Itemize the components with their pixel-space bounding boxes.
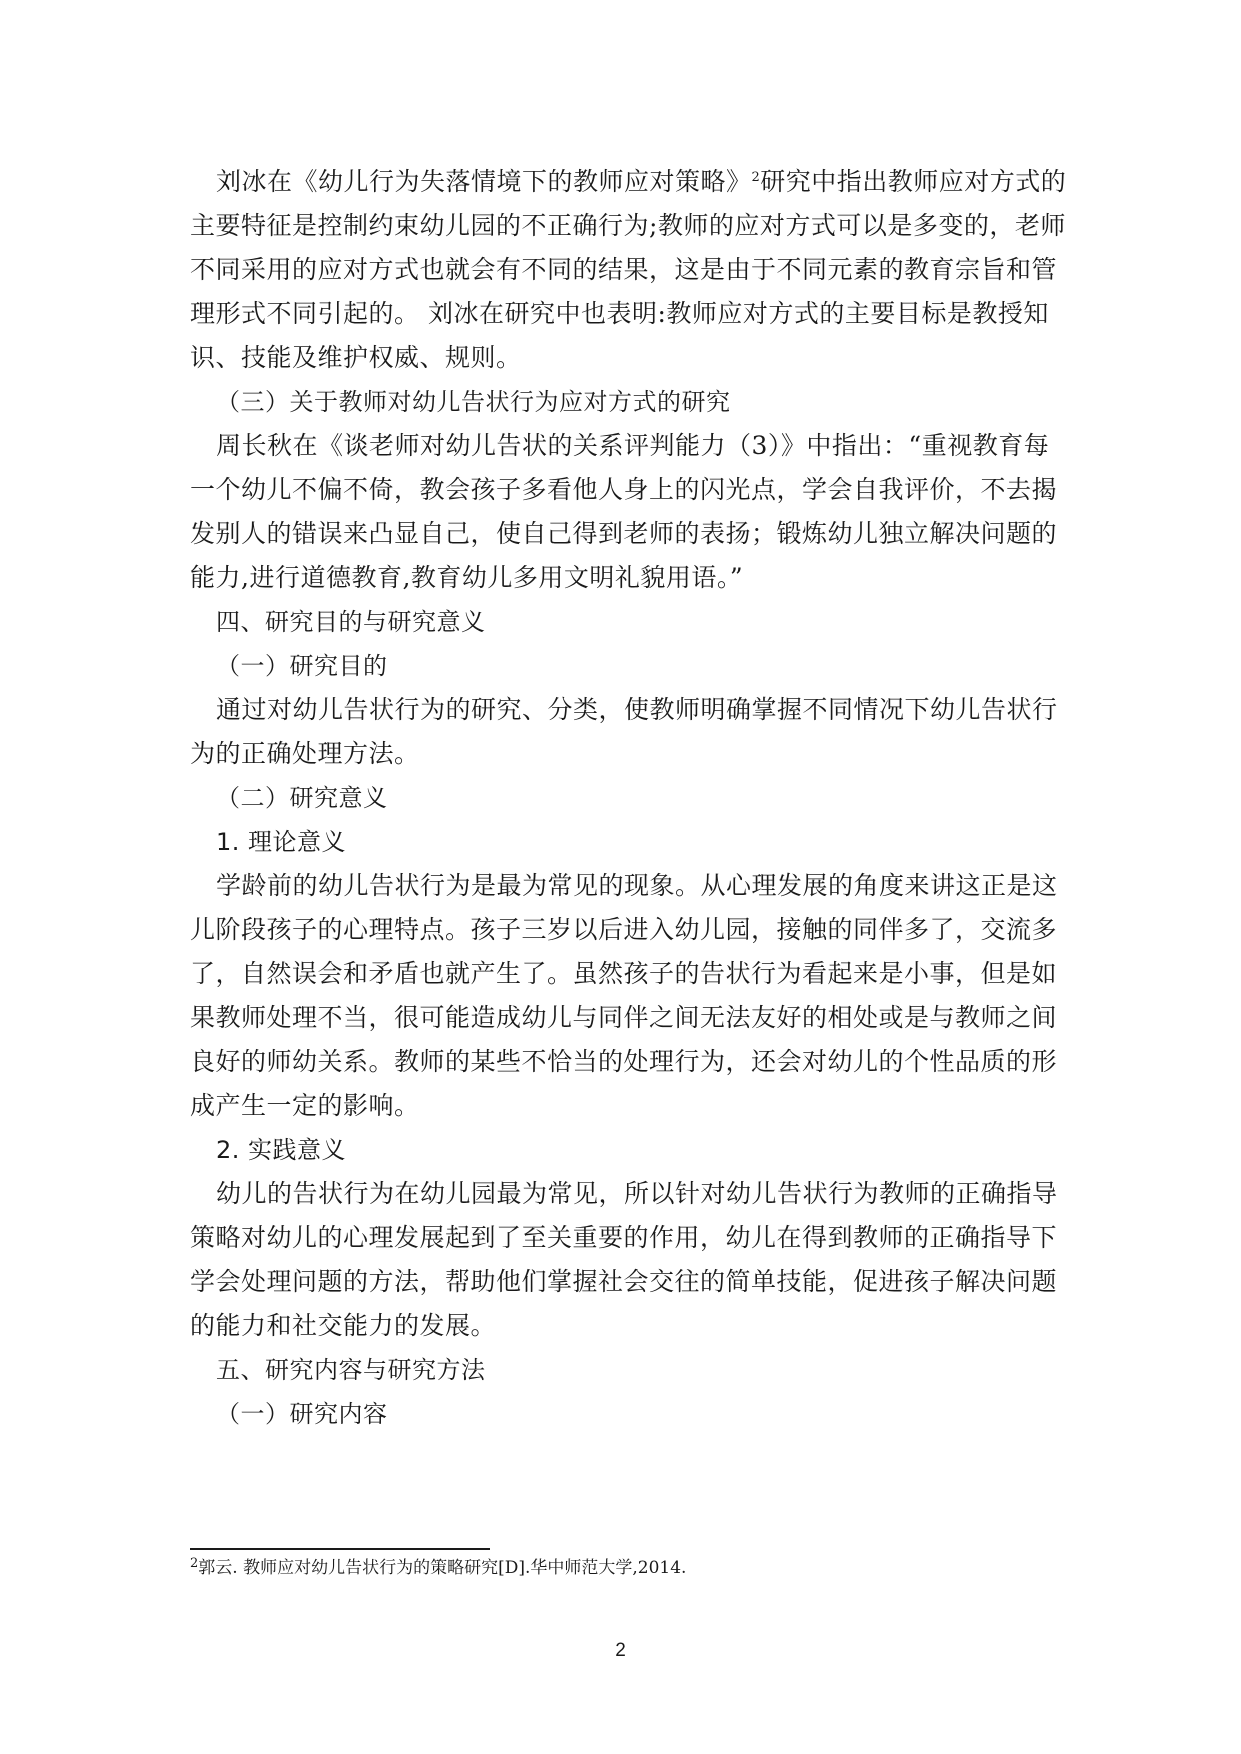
paragraph-line: 一个幼儿不偏不倚，教会孩子多看他人身上的闪光点，学会自我评价，不去揭 xyxy=(190,475,1058,504)
footnote-reference[interactable]: 2 xyxy=(751,170,761,185)
subsection-heading: （二）研究意义 xyxy=(216,784,388,812)
page-number: 2 xyxy=(615,1640,626,1661)
subsection-heading: （一）研究目的 xyxy=(216,652,388,680)
paragraph-line: 通过对幼儿告状行为的研究、分类，使教师明确掌握不同情况下幼儿告状行 xyxy=(216,695,1058,724)
paragraph-line: 理形式不同引起的。 刘冰在研究中也表明:教师应对方式的主要目标是教授知 xyxy=(190,299,1049,328)
paragraph-line xyxy=(190,160,1070,204)
footnote-separator xyxy=(190,1548,490,1550)
body-text xyxy=(190,160,1070,1436)
paragraph-line: 学会处理问题的方法，帮助他们掌握社会交往的简单技能，促进孩子解决问题 xyxy=(190,1267,1058,1296)
paragraph-line: 儿阶段孩子的心理特点。孩子三岁以后进入幼儿园，接触的同伴多了，交流多 xyxy=(190,915,1058,944)
paragraph-line: 识、技能及维护权威、规则。 xyxy=(190,343,522,372)
footnote-marker: 2 xyxy=(190,1556,199,1571)
paragraph-line: 果教师处理不当，很可能造成幼儿与同伴之间无法友好的相处或是与教师之间 xyxy=(190,1003,1058,1032)
section-heading: 四、研究目的与研究意义 xyxy=(216,608,486,636)
paragraph-line: 不同采用的应对方式也就会有不同的结果，这是由于不同元素的教育宗旨和管 xyxy=(190,255,1058,284)
paragraph-line: 为的正确处理方法。 xyxy=(190,739,420,768)
paragraph-line: 策略对幼儿的心理发展起到了至关重要的作用，幼儿在得到教师的正确指导下 xyxy=(190,1223,1058,1252)
numbered-heading: 1. 理论意义 xyxy=(216,828,347,856)
paragraph-line: 主要特征是控制约束幼儿园的不正确行为;教师的应对方式可以是多变的，老师 xyxy=(190,211,1066,240)
section-heading: 五、研究内容与研究方法 xyxy=(216,1356,486,1384)
paragraph-line: 周长秋在《谈老师对幼儿告状的关系评判能力（3）》中指出：“重视教育每 xyxy=(216,431,1050,460)
section-heading: （三）关于教师对幼儿告状行为应对方式的研究 xyxy=(216,388,731,416)
paragraph-line: 学龄前的幼儿告状行为是最为常见的现象。从心理发展的角度来讲这正是这 xyxy=(216,871,1058,900)
text-run: 刘冰在《幼儿行为失落情境下的教师应对策略》 xyxy=(216,167,752,196)
paragraph-line: 发别人的错误来凸显自己，使自己得到老师的表扬；锻炼幼儿独立解决问题的 xyxy=(190,519,1058,548)
paragraph-line: 良好的师幼关系。教师的某些不恰当的处理行为，还会对幼儿的个性品质的形 xyxy=(190,1047,1058,1076)
footnote xyxy=(190,1556,686,1580)
paragraph-line: 成产生一定的影响。 xyxy=(190,1091,420,1120)
numbered-heading: 2. 实践意义 xyxy=(216,1136,347,1164)
text-run: 研究中指出教师应对方式的 xyxy=(760,167,1067,196)
footnote-text: 郭云. 教师应对幼儿告状行为的策略研究[D].华中师范大学,2014. xyxy=(198,1558,687,1578)
subsection-heading: （一）研究内容 xyxy=(216,1400,388,1428)
paragraph-line: 的能力和社交能力的发展。 xyxy=(190,1311,497,1340)
paragraph-line: 幼儿的告状行为在幼儿园最为常见，所以针对幼儿告状行为教师的正确指导 xyxy=(216,1179,1058,1208)
paragraph-line: 能力,进行道德教育,教育幼儿多用文明礼貌用语。” xyxy=(190,563,744,592)
paragraph-line: 了，自然误会和矛盾也就产生了。虽然孩子的告状行为看起来是小事，但是如 xyxy=(190,959,1058,988)
